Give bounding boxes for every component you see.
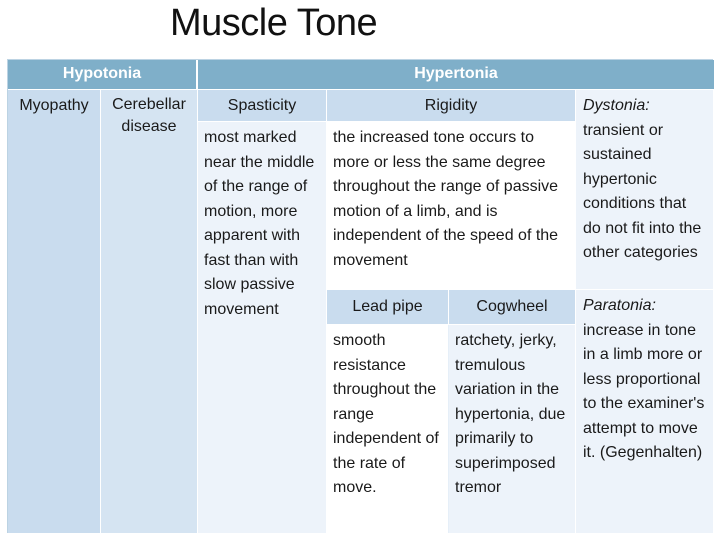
rigidity-description: the increased tone occurs to more or less the same degree throughout the range of passive motion of a limb, and is independent of the speed of the movement (327, 122, 576, 290)
rigidity-subtypes (327, 290, 576, 325)
cogwheel-description: ratchety, jerky, tremulous variation in the hypertonia, due primarily to superimposed tremor (449, 325, 575, 533)
rigidity-header: Rigidity (327, 90, 576, 122)
muscle-tone-table (7, 59, 713, 533)
header-hypertonia: Hypertonia (198, 60, 714, 90)
cerebellar-cell (101, 90, 198, 534)
spasticity-header: Spasticity (198, 90, 327, 122)
lead-pipe-header: Lead pipe (327, 290, 449, 324)
cogwheel-header: Cogwheel (476, 298, 548, 315)
rigidity-subtype-descriptions (327, 325, 576, 534)
paratonia-text: increase in tone in a limb more or less proportional to the examiner's attempt to move it. (Gegenhalten) (583, 321, 705, 461)
lead-pipe-description: smooth resistance throughout the range independent of the rate of move. (327, 325, 449, 533)
page-title: Muscle Tone (170, 2, 378, 44)
dystonia-cell (576, 90, 714, 290)
spasticity-description: most marked near the middle of the range of motion, more apparent with fast than with slow passive movement (198, 122, 327, 534)
myopathy-label: Myopathy (19, 97, 89, 114)
dystonia-text: transient or sustained hypertonic conditions that do not fit into the other categories (583, 121, 702, 261)
header-hypotonia: Hypotonia (8, 60, 198, 90)
cerebellar-label: Cerebellar disease (112, 96, 186, 135)
myopathy-cell (8, 90, 101, 534)
paratonia-label: Paratonia: (583, 297, 656, 314)
paratonia-cell (576, 290, 714, 534)
dystonia-label: Dystonia: (583, 97, 650, 114)
